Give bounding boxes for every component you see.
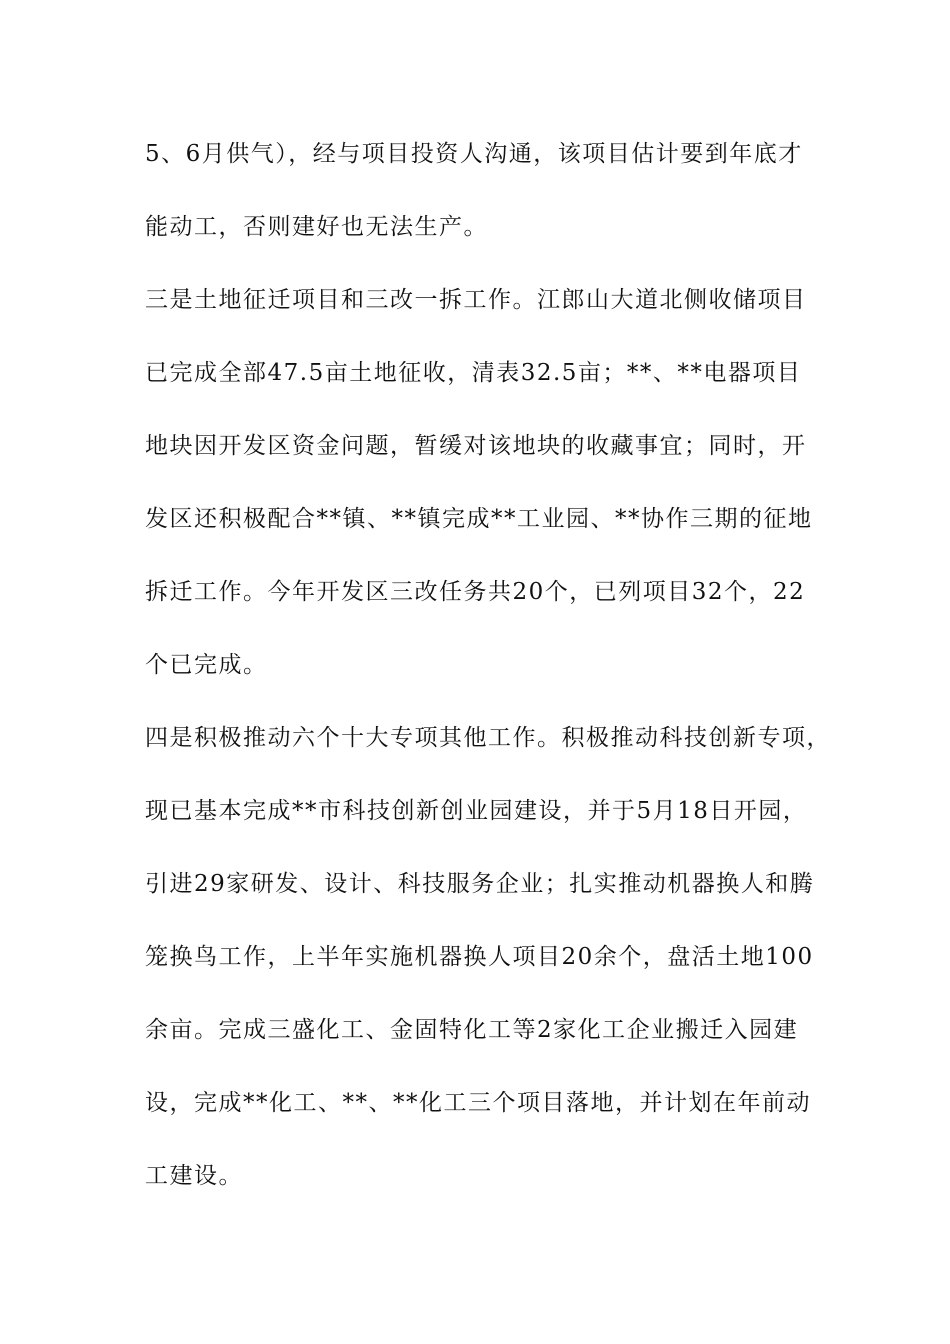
text-line: 工建设。 [145,1163,243,1189]
text-line: 已完成全部47.5亩土地征收，清表32.5亩；**、**电器项目 [145,360,802,386]
text-line: 现已基本完成**市科技创新创业园建设，并于5月18日开园， [145,798,808,824]
text-line: 引进29家研发、设计、科技服务企业；扎实推动机器换人和腾 [145,871,815,897]
text-line: 5、6月供气），经与项目投资人沟通，该项目估计要到年底才 [145,141,803,167]
text-line: 笼换鸟工作，上半年实施机器换人项目20余个，盘活土地100 [145,944,814,970]
text-line: 三是土地征迁项目和三改一拆工作。江郎山大道北侧收储项目 [145,287,807,313]
text-line: 四是积极推动六个十大专项其他工作。积极推动科技创新专项， [145,725,831,751]
text-line: 设，完成**化工、**、**化工三个项目落地，并计划在年前动 [145,1090,811,1116]
text-line: 余亩。完成三盛化工、金固特化工等2家化工企业搬迁入园建 [145,1017,799,1043]
text-line: 发区还积极配合**镇、**镇完成**工业园、**协作三期的征地 [145,506,813,532]
text-line: 个已完成。 [145,652,268,678]
text-line: 能动工，否则建好也无法生产。 [145,214,488,240]
text-line: 地块因开发区资金问题，暂缓对该地块的收藏事宜；同时，开 [145,433,807,459]
text-line: 拆迁工作。今年开发区三改任务共20个，已列项目32个，22 [145,579,806,605]
